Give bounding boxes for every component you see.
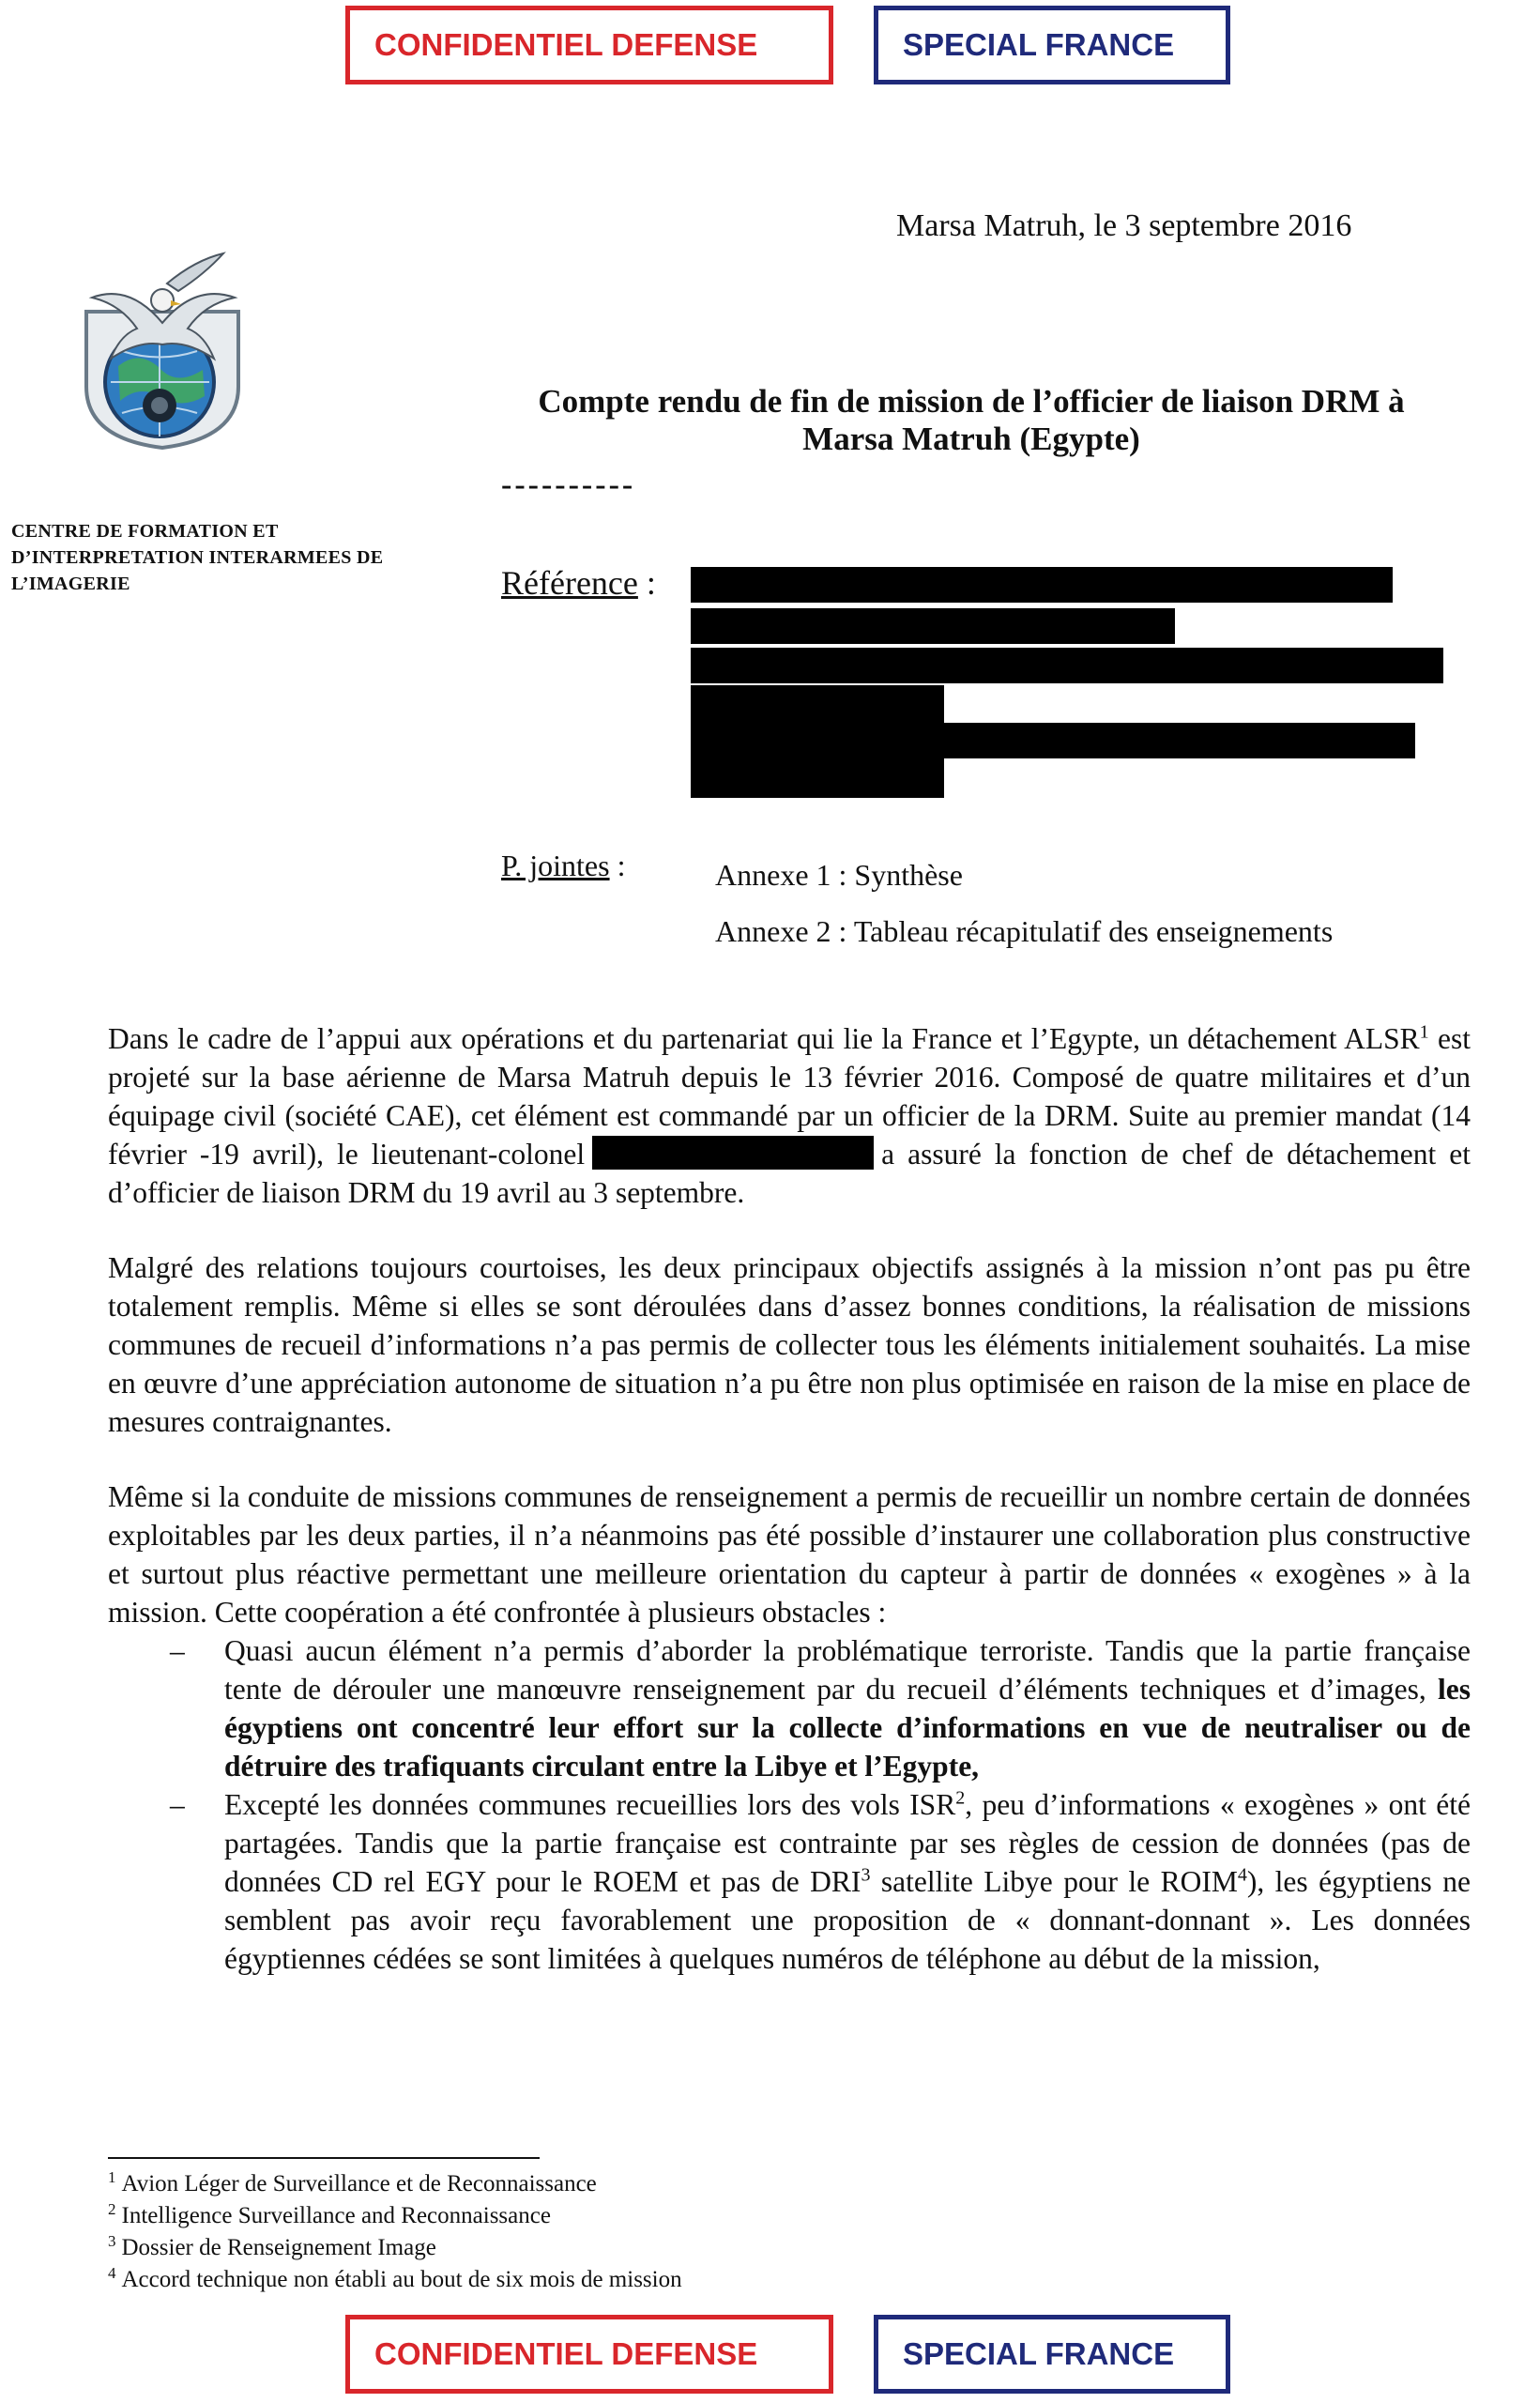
footnote-item bbox=[108, 2200, 682, 2232]
footnote-ref: 3 bbox=[861, 1864, 871, 1886]
footnote-item bbox=[108, 2264, 682, 2296]
bullet1-text: Quasi aucun élément n’a permis d’aborder la problématique terroriste. Tandis que la partie française tente de dérouler une manœuvre renseignement par du recueil d’éléments techniques et d’images, bbox=[224, 1634, 1471, 1706]
paragraph-2 bbox=[108, 1248, 1471, 1441]
attachments-colon: : bbox=[617, 849, 626, 882]
footnote-ref: 4 bbox=[1237, 1864, 1247, 1886]
bullet2-text-d: ), les égyptiens ne semblent pas avoir reçu favorablement une proposition de « donnant-donnant ». Les données égyptiennes cédées se sont limitées à quelques numéros de téléphone au début de la mission, bbox=[224, 1865, 1471, 1975]
bullet2-text-a: Excepté les données communes recueillies lors des vols ISR bbox=[224, 1788, 956, 1821]
footnote-number: 1 bbox=[108, 2167, 116, 2186]
p1-text-a: Dans le cadre de l’appui aux opérations et du partenariat qui lie la France et l’Egypte, un détachement ALSR bbox=[108, 1022, 1420, 1055]
footnote-item bbox=[108, 2232, 682, 2264]
caveat-stamp-top: SPECIAL FRANCE bbox=[874, 6, 1230, 84]
footnote-text: Avion Léger de Surveillance et de Reconnaissance bbox=[121, 2171, 597, 2196]
paragraph-3 bbox=[108, 1477, 1471, 1978]
organization-name: CENTRE DE FORMATION ET D’INTERPRETATION INTERARMEES DE L’IMAGERIE bbox=[11, 521, 384, 594]
attachments-label-text: P. jointes bbox=[501, 849, 610, 882]
reference-label bbox=[501, 563, 656, 603]
footnote-ref: 2 bbox=[955, 1787, 966, 1809]
footnotes bbox=[108, 2168, 682, 2296]
title-separator: ---------- bbox=[501, 467, 636, 502]
title-line-2: Marsa Matruh (Egypte) bbox=[802, 421, 1140, 457]
footnote-number: 3 bbox=[108, 2231, 116, 2250]
footnote-number: 4 bbox=[108, 2263, 116, 2282]
footnote-number: 2 bbox=[108, 2199, 116, 2218]
footnote-ref: 1 bbox=[1419, 1021, 1429, 1043]
document-title bbox=[488, 383, 1455, 458]
p1-text-c: a assuré la fonction de chef de détachement et d’officier de liaison DRM du 19 avril au 3 septembre. bbox=[108, 1138, 1471, 1209]
classification-stamp-top: CONFIDENTIEL DEFENSE bbox=[345, 6, 833, 84]
attachments-label bbox=[501, 849, 625, 883]
redaction-bar bbox=[691, 723, 1415, 758]
redaction-bar bbox=[592, 1136, 874, 1170]
footnote-item bbox=[108, 2168, 682, 2200]
date-line: Marsa Matruh, le 3 septembre 2016 bbox=[896, 208, 1352, 243]
list-dash: – bbox=[170, 1788, 185, 1821]
footnote-rule bbox=[108, 2157, 540, 2159]
bullet2-text-c: satellite Libye pour le ROIM bbox=[870, 1865, 1238, 1898]
footnote-text: Accord technique non établi au bout de six mois de mission bbox=[121, 2267, 682, 2292]
annex-item-2: Annexe 2 : Tableau récapitulatif des enseignements bbox=[715, 914, 1334, 948]
paragraph-1 bbox=[108, 1019, 1471, 1212]
p1-text-b: est projeté sur la base aérienne de Marsa Matruh depuis le 13 février 2016. Composé de quatre militaires et d’un équipage civil (société CAE), cet élément est commandé par un officier de la DRM. Suite au premier mandat (14 février -19 avril), le lieutenant-colonel bbox=[108, 1022, 1471, 1171]
list-item bbox=[108, 1785, 1471, 1978]
caveat-stamp-bottom: SPECIAL FRANCE bbox=[874, 2315, 1230, 2394]
redaction-bar bbox=[691, 608, 1175, 644]
p3-text: Même si la conduite de missions communes de renseignement a permis de recueillir un nombre certain de données exploitables par les deux parties, il n’a néanmoins pas été possible d’instaurer une collaboration plus constructive et surtout plus réactive permettant une meilleure orientation du capteur à partir de données « exogènes » à la mission. Cette coopération a été confrontée à plusieurs obstacles : bbox=[108, 1480, 1471, 1629]
reference-label-text: Référence bbox=[501, 564, 638, 602]
redaction-bar bbox=[691, 648, 1443, 683]
obstacles-list bbox=[108, 1631, 1471, 1978]
list-item bbox=[108, 1631, 1471, 1785]
p2-text: Malgré des relations toujours courtoises, les deux principaux objectifs assignés à la mission n’ont pas pu être totalement remplis. Même si elles se sont déroulées dans d’assez bonnes conditions, la réalisation de missions communes de recueil d’informations n’a pas permis de collecter tous les éléments initialement souhaités. La mise en œuvre d’une appréciation autonome de situation n’a pu être non plus optimisée en raison de la mise en place de mesures contraignantes. bbox=[108, 1251, 1471, 1438]
list-dash: – bbox=[170, 1634, 185, 1667]
footnote-text: Dossier de Renseignement Image bbox=[121, 2235, 436, 2260]
eagle-globe-emblem-icon bbox=[73, 246, 252, 452]
reference-colon: : bbox=[646, 564, 656, 602]
title-line-1: Compte rendu de fin de mission de l’officier de liaison DRM à bbox=[538, 383, 1405, 420]
annex-item-1: Annexe 1 : Synthèse bbox=[715, 858, 963, 892]
bullet1-bold-text: les égyptiens ont concentré leur effort sur la collecte d’informations en vue de neutraliser ou de détruire des trafiquants circulant entre la Libye et l’Egypte, bbox=[224, 1673, 1471, 1783]
bullet2-text-b: , peu d’informations « exogènes » ont été partagées. Tandis que la partie française est contrainte par ses règles de cession de données (pas de données CD rel EGY pour le ROEM et pas de DRI bbox=[224, 1788, 1471, 1898]
redaction-bar bbox=[691, 567, 1393, 603]
footnote-text: Intelligence Surveillance and Reconnaissance bbox=[121, 2203, 551, 2228]
classification-stamp-bottom: CONFIDENTIEL DEFENSE bbox=[345, 2315, 833, 2394]
